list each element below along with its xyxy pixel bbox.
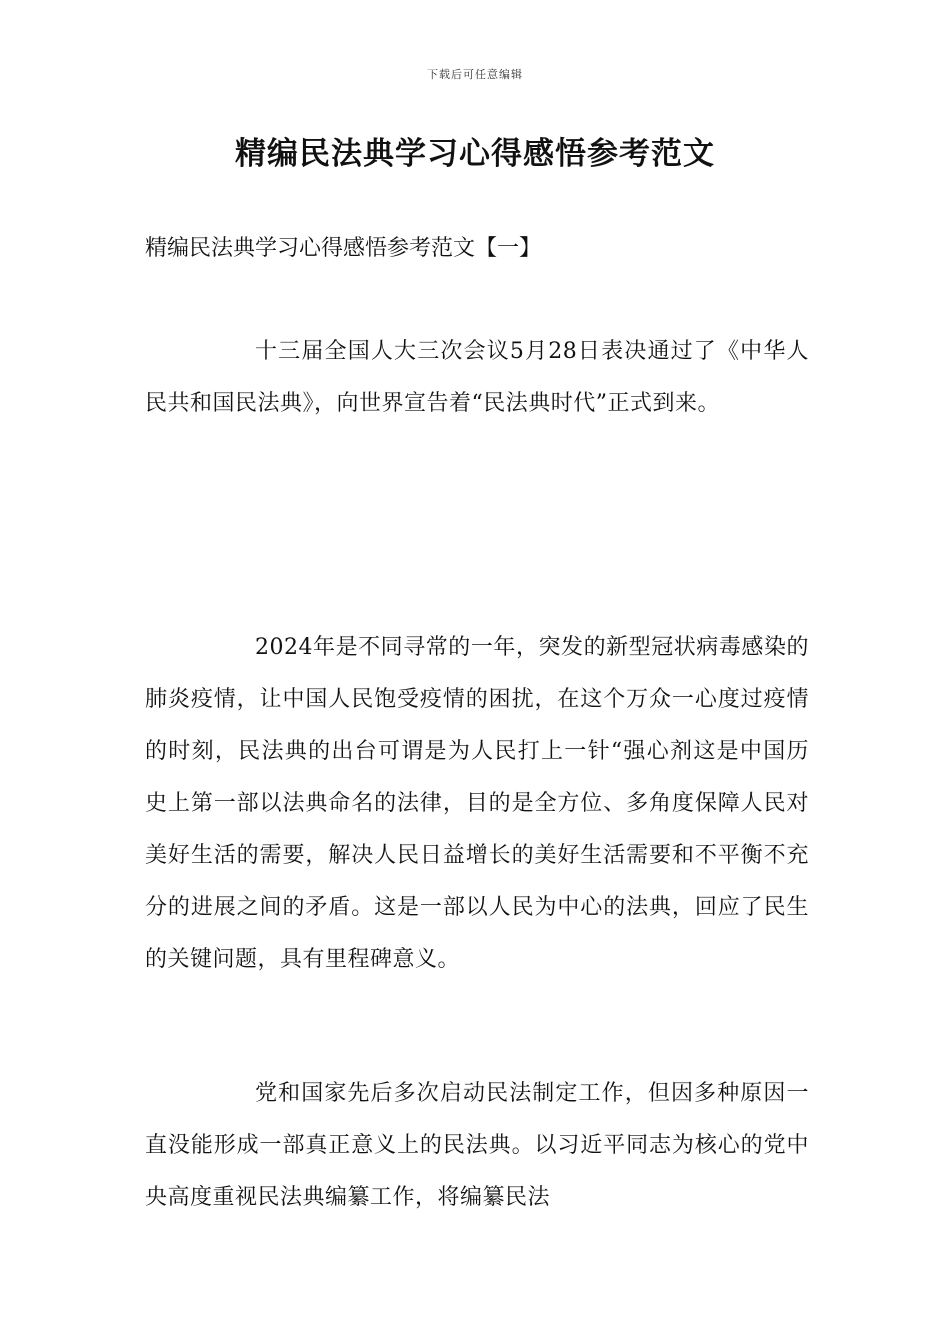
paragraph-1: 十三届全国人大三次会议5月28日表决通过了《中华人民共和国民法典》，向世界宣告着“民法典时代”正式到来。 [145, 339, 809, 416]
document-title: 精编民法典学习心得感悟参考范文 [235, 136, 715, 172]
paragraph-2: 2024年是不同寻常的一年，突发的新型冠状病毒感染的肺炎疫情，让中国人民饱受疫情的困扰，在这个万众一心度过疫情的时刻，民法典的出台可谓是为人民打上一针“强心剂这是中国历史上第一部以法典命名的法律，目的是全方位、多角度保障人民对美好生活的需要，解决人民日益增长的美好生活需要和不平衡不充分的进展之间的矛盾。这是一部以人民为中心的法典，回应了民生的关键问题，具有里程碑意义。 [145, 635, 809, 972]
section-heading: 精编民法典学习心得感悟参考范文【一】 [145, 236, 542, 261]
paragraph-3: 党和国家先后多次启动民法制定工作，但因多种原因一直没能形成一部真正意义上的民法典。以习近平同志为核心的党中央高度重视民法典编纂工作，将编纂民法 [145, 1081, 809, 1210]
header-note: 下载后可任意编辑 [427, 68, 523, 81]
